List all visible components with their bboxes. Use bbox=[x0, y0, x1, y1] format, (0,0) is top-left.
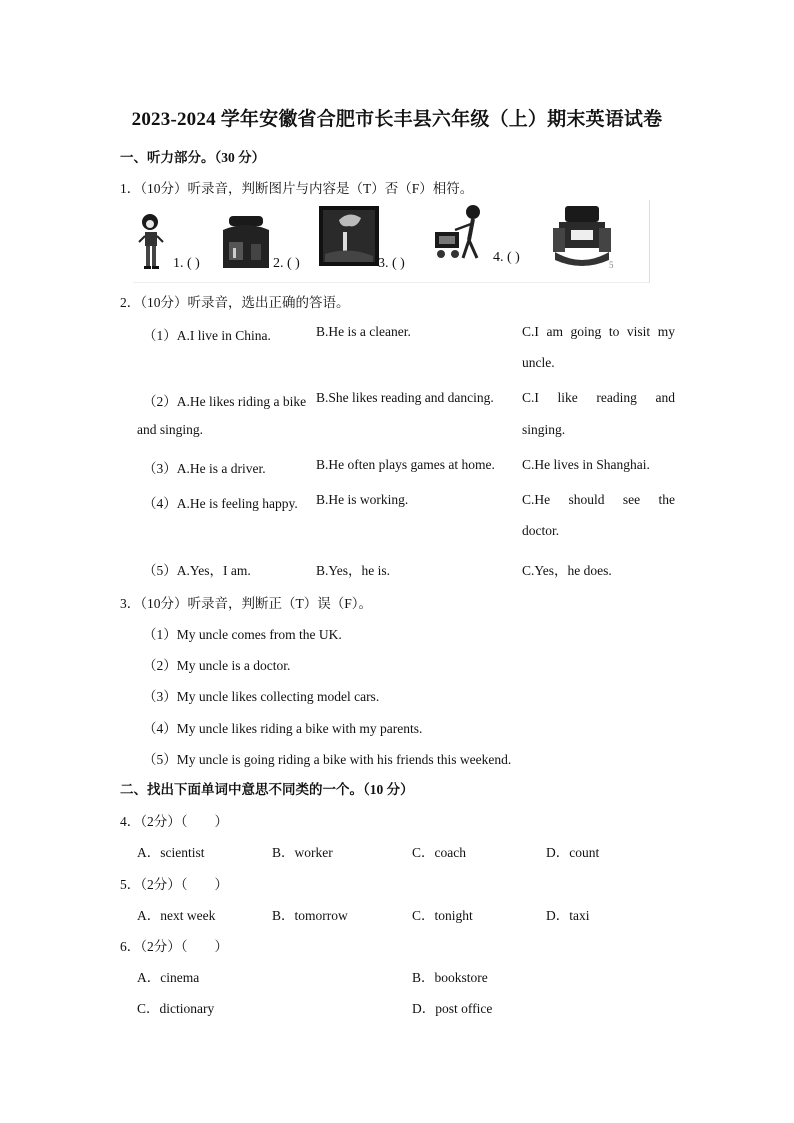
q5-option-d: D．taxi bbox=[546, 908, 590, 923]
q4-option-c: C．coach bbox=[412, 845, 466, 860]
q2-item2-option-c-cont: singing. bbox=[522, 422, 566, 437]
q3-item-1: （1）My uncle comes from the UK. bbox=[143, 627, 342, 642]
q3-stem: 3．（10分）听录音，判断正（T）误（F）。 bbox=[120, 596, 373, 611]
part2-heading: 二、找出下面单词中意思不同类的一个。（10 分） bbox=[120, 782, 414, 797]
q2-item1-option-c-cont: uncle. bbox=[522, 355, 555, 370]
girl-figure-icon bbox=[137, 212, 167, 272]
q2-item2-option-a-cont: and singing. bbox=[137, 422, 203, 437]
q1-picture-strip bbox=[133, 200, 650, 283]
q2-item3-option-c: C.He lives in Shanghai. bbox=[522, 457, 650, 472]
q5-stem: 5．（2分）（ ） bbox=[120, 877, 228, 892]
q6-option-d: D．post office bbox=[412, 1001, 493, 1016]
q2-item1-option-a: （1）A.I live in China. bbox=[143, 328, 271, 343]
q2-item4-option-c: C.He should see the bbox=[522, 492, 675, 507]
q5-option-b: B．tomorrow bbox=[272, 908, 348, 923]
dark-photo-icon bbox=[319, 206, 379, 266]
pic-label-1: 1. ( ) bbox=[173, 256, 200, 271]
q5-option-c: C．tonight bbox=[412, 908, 473, 923]
q5-option-a: A．next week bbox=[137, 908, 216, 923]
q3-item-2: （2）My uncle is a doctor. bbox=[143, 658, 291, 673]
part1-heading: 一、听力部分。（30 分） bbox=[120, 150, 266, 165]
q6-stem: 6．（2分）（ ） bbox=[120, 939, 228, 954]
bag-icon bbox=[219, 214, 273, 272]
q4-option-a: A．scientist bbox=[137, 845, 205, 860]
boy-with-cart-icon bbox=[433, 202, 493, 268]
q2-item5-option-b: B.Yes，he is. bbox=[316, 563, 391, 578]
q2-item5-option-c: C.Yes，he does. bbox=[522, 563, 612, 578]
pic-label-3: 3. ( ) bbox=[378, 256, 405, 271]
q2-item2-option-a: （2）A.He likes riding a bike bbox=[143, 394, 307, 409]
q6-option-c: C．dictionary bbox=[137, 1001, 215, 1016]
q2-item2-option-c: C.I like reading and bbox=[522, 390, 675, 405]
q2-item4-option-a: （4）A.He is feeling happy. bbox=[143, 496, 298, 511]
q4-option-b: B．worker bbox=[272, 845, 333, 860]
pic-label-5: 5 bbox=[609, 260, 614, 270]
armchair-icon bbox=[551, 206, 613, 268]
page-title: 2023-2024 学年安徽省合肥市长丰县六年级（上）期末英语试卷 bbox=[131, 109, 663, 130]
q4-option-d: D．count bbox=[546, 845, 600, 860]
q1-stem: 1．（10分）听录音，判断图片与内容是（T）否（F）相符。 bbox=[120, 181, 474, 196]
q6-option-a: A．cinema bbox=[137, 970, 200, 985]
q3-item-4: （4）My uncle likes riding a bike with my parents. bbox=[143, 721, 423, 736]
q2-stem: 2．（10分）听录音，选出正确的答语。 bbox=[120, 295, 350, 310]
q2-item4-option-c-cont: doctor. bbox=[522, 523, 560, 538]
q6-option-b: B．bookstore bbox=[412, 970, 488, 985]
q2-item2-option-b: B.She likes reading and dancing. bbox=[316, 390, 494, 405]
q4-stem: 4．（2分）（ ） bbox=[120, 814, 228, 829]
q3-item-5: （5）My uncle is going riding a bike with his friends this weekend. bbox=[143, 752, 512, 767]
q2-item1-option-b: B.He is a cleaner. bbox=[316, 324, 411, 339]
pic-label-4: 4. ( ) bbox=[493, 250, 520, 265]
q3-item-3: （3）My uncle likes collecting model cars. bbox=[143, 689, 380, 704]
q2-item4-option-b: B.He is working. bbox=[316, 492, 409, 507]
pic-label-2: 2. ( ) bbox=[273, 256, 300, 271]
q2-item5-option-a: （5）A.Yes，I am. bbox=[143, 563, 251, 578]
q2-item3-option-b: B.He often plays games at home. bbox=[316, 457, 495, 472]
q2-item3-option-a: （3）A.He is a driver. bbox=[143, 461, 266, 476]
q2-item1-option-c: C.I am going to visit my bbox=[522, 324, 675, 339]
